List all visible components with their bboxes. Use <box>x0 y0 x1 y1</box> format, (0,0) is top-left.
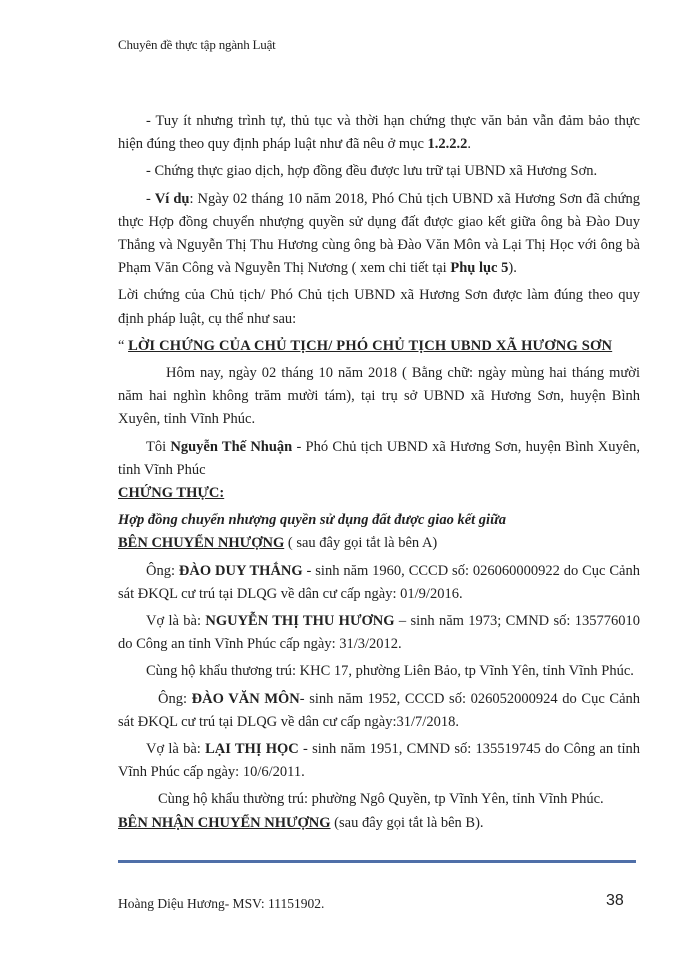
page-header: Chuyên đề thực tập ngành Luật <box>118 37 276 52</box>
contract-title: Hợp đồng chuyển nhượng quyền sử dụng đất được giao kết giữa <box>118 512 507 529</box>
certification-heading: CHỨNG THỰC: <box>118 485 225 502</box>
party-a-residence-1: Cùng hộ khẩu thương trú: KHC 17, phường Liên Bảo, tp Vĩnh Yên, tỉnh Vĩnh Phúc. <box>146 663 634 680</box>
party-a-person-3: Ông: ĐÀO VĂN MÔN- sinh năm 1952, CCCD số: 026052000924 do Cục Cảnh sát ĐKQL cư trú tại DLQG về dân cư cấp ngày:31/7/2018. <box>118 690 641 730</box>
party-a-person-4: Vợ là bà: LẠI THỊ HỌC - sinh năm 1951, CMND số: 135519745 do Công an tỉnh Vĩnh Phúc cấp ngày: 10/6/2011. <box>118 741 640 781</box>
paragraph-attestation-intro: Lời chứng của Chủ tịch/ Phó Chủ tịch UBND xã Hương Sơn được làm đúng theo quy định pháp luật, cụ thể như sau: <box>118 287 640 327</box>
appendix-reference: Phụ lục 5 <box>450 260 509 277</box>
party-a-residence-2: Cùng hộ khẩu thường trú: phường Ngô Quyền, tp Vĩnh Yên, tỉnh Vĩnh Phúc. <box>158 791 604 808</box>
party-a-person-2: Vợ là bà: NGUYỄN THỊ THU HƯƠNG – sinh năm 1973; CMND số: 135776010 do Công an tỉnh Vĩnh Phúc cấp ngày: 31/3/2012. <box>118 613 640 653</box>
paragraph-official: Tôi Nguyễn Thế Nhuận - Phó Chủ tịch UBND xã Hương Sơn, huyện Bình Xuyên, tỉnh Vĩnh Phúc <box>118 438 640 478</box>
party-a-person-1: Ông: ĐÀO DUY THẮNG - sinh năm 1960, CCCD số: 026060000922 do Cục Cảnh sát ĐKQL cư trú tại DLQG về dân cư cấp ngày: 01/9/2016. <box>118 562 640 602</box>
footer-rule <box>118 860 636 863</box>
paragraph-example: - Ví dụ: Ngày 02 tháng 10 năm 2018, Phó Chủ tịch UBND xã Hương Sơn đã chứng thực Hợp đồng chuyển nhượng quyền sử dụng đất được giao kết giữa ông bà Đào Duy Thắng và Nguyễn Thị Thu Hương cùng ông bà Đào Văn Môn và Lại Thị Học với ông bà Phạm Văn Công và Nguyễn Thị Nương ( xem chi tiết tại Phụ lục 5). <box>118 190 640 277</box>
party-b-heading: BÊN NHẬN CHUYỂN NHƯỢNG (sau đây gọi tắt là bên B). <box>118 814 484 831</box>
paragraph-procedure: - Tuy ít nhưng trình tự, thủ tục và thời hạn chứng thực văn bản vẫn đảm bảo thực hiện đúng theo quy định pháp luật như đã nêu ở mục 1.2.2.2. <box>118 113 640 153</box>
section-reference: 1.2.2.2 <box>427 136 468 153</box>
party-a-heading: BÊN CHUYỂN NHƯỢNG ( sau đây gọi tắt là bên A) <box>118 535 438 552</box>
paragraph-archive: - Chứng thực giao dịch, hợp đồng đều được lưu trữ tại UBND xã Hương Sơn. <box>146 163 598 180</box>
paragraph-date-location: Hôm nay, ngày 02 tháng 10 năm 2018 ( Bằng chữ: ngày mùng hai tháng mười năm hai nghìn không trăm mười tám), tại trụ sở UBND xã Hương Sơn, huyện Bình Xuyên, tỉnh Vĩnh Phúc. <box>118 365 640 428</box>
footer-author: Hoàng Diệu Hương- MSV: 11151902. <box>118 896 325 911</box>
official-name: Nguyễn Thế Nhuận <box>170 438 293 455</box>
document-body <box>118 110 640 835</box>
attestation-title: “ LỜI CHỨNG CỦA CHỦ TỊCH/ PHÓ CHỦ TỊCH UBND XÃ HƯƠNG SƠN <box>118 337 613 354</box>
example-label: Ví dụ <box>154 190 190 207</box>
page-number: 38 <box>606 892 624 909</box>
